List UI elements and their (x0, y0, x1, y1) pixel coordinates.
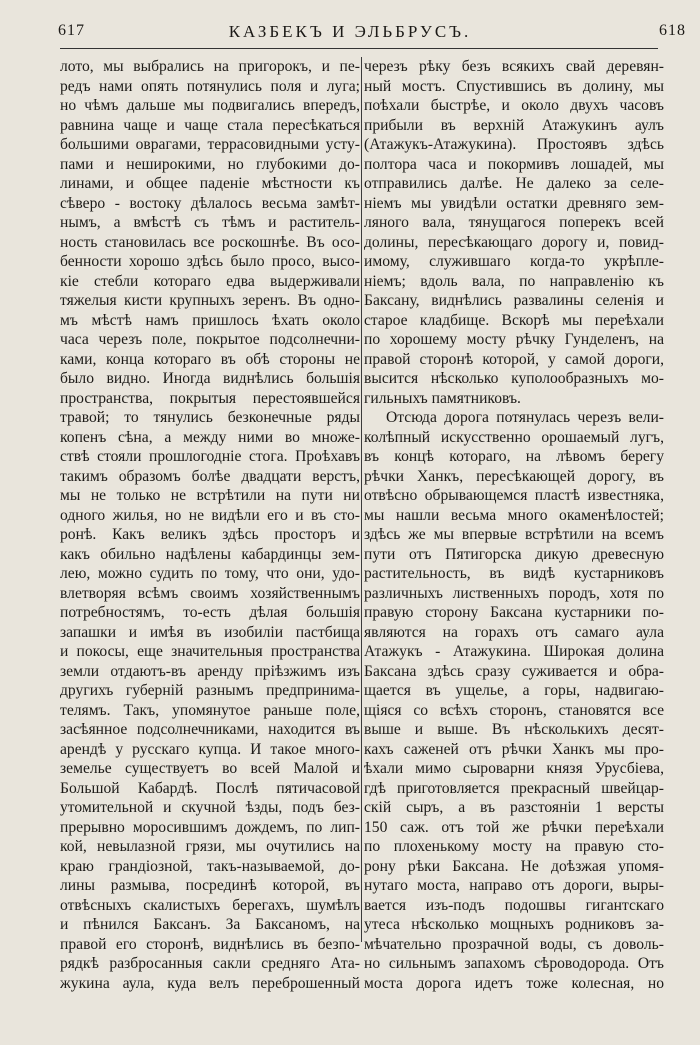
text-line: по плохенькому мосту на правую сто- (364, 838, 664, 855)
text-line: нымъ, а вмѣстѣ съ тѣмъ и раститель- (60, 214, 360, 231)
header-rule (60, 48, 658, 49)
text-line: гдѣ приготовляется прекрасный швейцар- (364, 779, 664, 797)
text-line: было видно. Иногда виднѣлись большія (60, 370, 360, 387)
text-line: утомительной и скучной ѣзды, подъ без- (60, 799, 360, 816)
text-line: кахъ саженей отъ рѣчки Ханкъ мы про- (364, 740, 664, 758)
text-line: ніемъ мы увидѣли остатки древняго зем- (364, 194, 664, 212)
text-line: полтора часа и покормивъ лошадей, мы (364, 155, 664, 173)
text-line: другихъ губерній разнымъ предпринима- (60, 682, 360, 699)
text-line: долины, пересѣкающаго дорогу и, повид- (364, 233, 664, 251)
text-line: вается изъ-подъ подошвы гигантскаго (364, 896, 664, 914)
text-line: различныхъ лиственныхъ породъ, хотя по (364, 584, 664, 602)
text-line: бенности хорошо здѣсь было просо, высо- (60, 253, 360, 270)
text-line: Атажукъ - Атажукина. Широкая долина (364, 643, 664, 660)
text-line: рону рѣки Баксана. Не доѣзжая упомя- (364, 857, 664, 875)
text-line: лины размыва, посрединѣ которой, въ (60, 877, 360, 894)
text-line: нутаго моста, направо отъ дороги, выры- (364, 877, 664, 894)
text-line: равнина чаще и чаще стала пересѣкаться (60, 116, 360, 134)
text-line: старое кладбище. Вскорѣ мы переѣхали (364, 311, 664, 329)
text-line: имому, служившаго когда-то укрѣпле- (364, 253, 664, 270)
text-line: рѣчки Ханкъ, пересѣкающей дорогу, въ (364, 467, 664, 485)
text-line: въ концѣ котораго, на лѣвомъ берегу (364, 448, 664, 465)
text-line: лото, мы выбрались на пригорокъ, и пе- (60, 58, 360, 75)
text-line: поѣхали быстрѣе, и около двухъ часовъ (364, 97, 664, 114)
text-line: тяжелыя кисти крупныхъ зеренъ. Въ одно- (60, 292, 360, 309)
text-line: пространства, покрытыя перестоявшейся (60, 389, 360, 407)
text-line: и пѣнился Баксанъ. За Баксаномъ, на (60, 916, 360, 933)
text-line: ронѣ. Какъ великъ здѣсь просторъ и (60, 526, 360, 543)
text-line: 150 саж. отъ той же рѣчки переѣхали (364, 818, 664, 836)
text-line: прерывно моросившимъ дождемъ, по лип- (60, 818, 360, 836)
text-line: пути отъ Пятигорска дикую древесную (364, 545, 664, 563)
text-line: скій сыръ, а въ разстояніи 1 версты (364, 799, 664, 816)
text-line: щается въ ущелье, а горы, надвигаю- (364, 682, 664, 699)
text-line: гильныхъ памятниковъ. (364, 389, 521, 407)
text-line: мѣчательно прозрачной воды, съ доволь- (364, 935, 664, 953)
text-line: кіе стебли котораго едва выдерживали (60, 272, 360, 290)
text-line: (Атажукъ-Атажукина). Простоявъ здѣсь (364, 136, 664, 153)
text-line: кой, невылазной грязи, мы очутились на (60, 838, 360, 855)
text-line: сѣверо - востоку дѣлалось весьма замѣт- (60, 194, 360, 212)
text-line: редъ нами опять потянулись поля и луга; (60, 77, 360, 95)
text-line: здѣсь же мы впервые встрѣтили на всемъ (364, 526, 664, 543)
text-line: отвѣсно обрывающемся пластѣ известняка, (364, 487, 664, 504)
text-line: являются на горахъ отъ самаго аула (364, 623, 664, 641)
text-line: растительность, въ видѣ кустарниковъ (364, 565, 664, 582)
text-line: пами и неширокими, но глубокими до- (60, 155, 360, 173)
text-line: Отсюда дорога потянулась черезъ вели- (386, 409, 664, 426)
text-line: одного жилья, но не видѣли его и въ сто- (60, 506, 360, 524)
text-line: земелье существуетъ во всей Малой и (60, 760, 360, 777)
text-line: ный мостъ. Спустившись въ долину, мы (364, 77, 664, 95)
text-line: копенъ сѣна, а между ними во множе- (60, 428, 360, 446)
left-column (60, 57, 360, 993)
text-line: щіяся со всѣхъ сторонъ, становятся все (364, 701, 664, 719)
text-line: прибыли въ верхній Атажукинъ аулъ (364, 116, 664, 134)
text-line: какъ обильно надѣлены кабардинцы зем- (60, 545, 360, 563)
running-title: КАЗБЕКЪ И ЭЛЬБРУСЪ. (228, 22, 472, 41)
page-number-left: 617 (58, 22, 85, 39)
text-line: жукина аула, куда велъ переброшенный (60, 974, 360, 992)
text-line: земли отдаютъ-въ аренду пріѣзжимъ изъ (60, 662, 360, 680)
text-line: Баксану, виднѣлись развалины селенія и (364, 292, 664, 309)
text-line: линами, и общее паденіе мѣстности къ (60, 175, 360, 192)
text-line: большими оврагами, террасовидными усту- (60, 136, 360, 153)
text-line: такимъ образомъ болѣе двадцати верстъ, (60, 467, 360, 485)
text-line: ность становилась все роскошнѣе. Въ осо- (60, 233, 360, 251)
text-line: правой сторонѣ которой, у самой дороги, (364, 350, 664, 368)
text-line: ками, конца котораго въ обѣ стороны не (60, 350, 360, 368)
text-line: но чѣмъ дальше мы подвигались впередъ, (60, 97, 360, 114)
text-line: Баксана здѣсь сразу суживается и обра- (364, 662, 664, 680)
text-line: запашки и имѣя въ изобиліи пастбища (60, 623, 360, 641)
text-line: отвѣсныхъ скалистыхъ берегахъ, шумѣлъ (60, 896, 360, 914)
text-line: черезъ рѣку безъ всякихъ свай деревян- (364, 58, 664, 75)
text-line: часа черезъ поле, покрытое подсолнечни- (60, 331, 360, 348)
text-line: и покосы, еще значительныя пространства (60, 643, 360, 660)
column-divider (361, 57, 362, 942)
text-line: лею, можно судить по тому, что они, удо- (60, 565, 360, 582)
text-line: потребностямъ, то-есть дѣлая большія (60, 604, 360, 621)
text-line: травой; то тянулись безконечные ряды (60, 409, 360, 426)
text-line: по хорошему мосту рѣчку Гунделенъ, на (364, 331, 664, 348)
text-line: мы нашли весьма много окаменѣлостей; (364, 506, 664, 524)
text-line: правую сторону Баксана кустарники по- (364, 604, 664, 621)
right-column (364, 57, 664, 993)
text-line: правой его сторонѣ, виднѣлись въ безпо- (60, 935, 360, 953)
text-line: засѣянное подсолнечниками, находится въ (60, 721, 360, 738)
text-line: отправились далѣе. Не далеко за селе- (364, 175, 664, 192)
text-line: ляного вала, тянущагося поперекъ всей (364, 214, 664, 231)
text-line: ѣхали мимо сыроварни князя Урусбіева, (364, 760, 664, 777)
text-line: утеса нѣсколько мощныхъ родниковъ за- (364, 916, 664, 933)
text-line: мы не только не встрѣтили на пути ни (60, 487, 360, 504)
text-line: моста дорога идетъ тоже колесная, но (364, 974, 664, 992)
text-line: ніемъ; вдоль вала, по направленію къ (364, 272, 664, 290)
text-line: мъ мѣстѣ намъ пришлось ѣхать около (60, 311, 360, 329)
text-line: ствѣ стояли прошлогодніе стога. Проѣхавъ (60, 448, 360, 465)
page-number-right: 618 (659, 22, 686, 39)
text-line: высится нѣсколько куполообразныхъ мо- (364, 370, 664, 387)
text-line: телямъ. Такъ, упомянутое раньше поле, (60, 701, 360, 719)
page-header (0, 22, 700, 46)
text-line: рядкѣ разбросанныя сакли средняго Ата- (60, 955, 360, 972)
text-line: выше и выше. Въ нѣсколькихъ десят- (364, 721, 664, 738)
text-line: влетворяя всѣмъ своимъ хозяйственнымъ (60, 584, 360, 602)
text-line: но сильнымъ запахомъ сѣроводорода. Отъ (364, 955, 664, 972)
text-line: колѣпный искусственно орошаемый лугъ, (364, 428, 664, 446)
text-line: арендѣ у русскаго купца. И такое много- (60, 740, 360, 758)
text-line: краю грандіозной, такъ-называемой, до- (60, 857, 360, 875)
text-line: Большой Кабардѣ. Послѣ пятичасовой (60, 779, 360, 797)
